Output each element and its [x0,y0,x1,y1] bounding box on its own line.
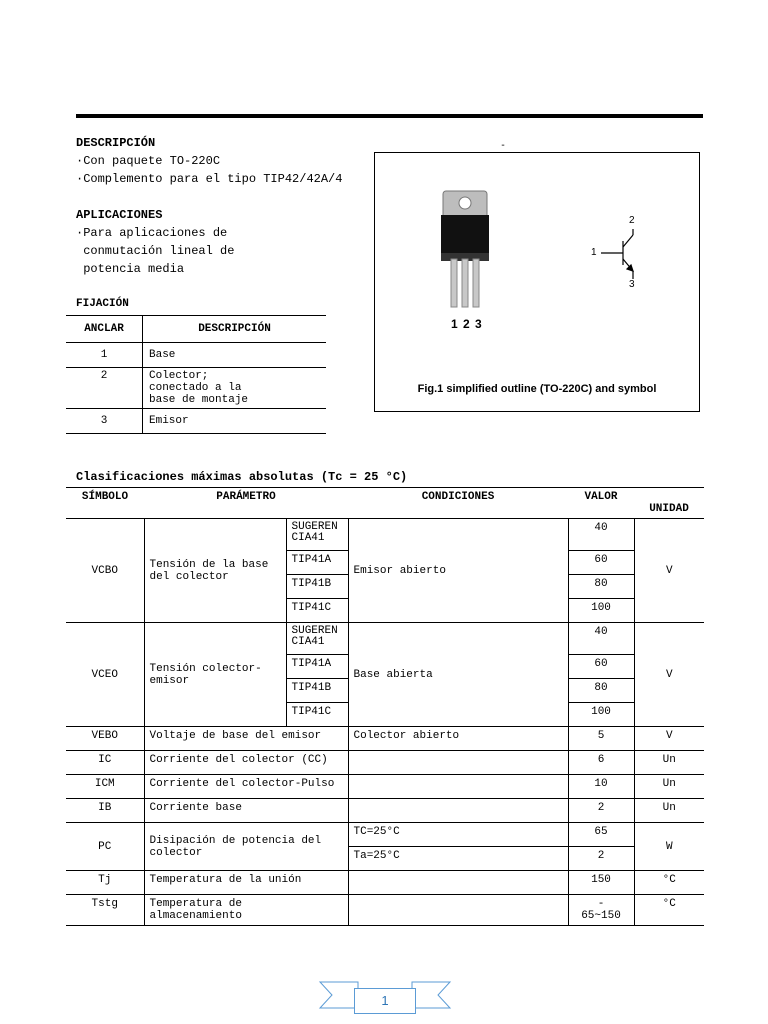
table-row [66,895,704,926]
tick-mark: - [500,140,507,151]
header-unidad: UNIDAD [634,488,704,519]
to220-package-image [375,153,699,378]
transistor-symbol [601,229,633,279]
header-condiciones: CONDICIONES [348,488,568,519]
parameter-cell: Tensión colector- emisor [144,623,286,727]
pin-table [66,315,326,434]
ratings-table [66,487,704,926]
symbol-cell: VEBO [66,727,144,751]
condition-cell: Base abierta [348,623,568,727]
unit-cell: V [634,519,704,623]
symbol-cell: PC [66,823,144,871]
figure-caption: Fig.1 simplified outline (TO-220C) and symbol [417,383,657,395]
value-cell: 2 [568,847,634,871]
parameter-cell: Tensión de la base del colector [144,519,286,623]
value-cell: 60 [568,551,634,575]
variant-cell: SUGEREN CIA41 [286,623,348,655]
table-row [66,799,704,823]
parameter-cell: Corriente base [144,799,348,823]
parameter-cell: Temperatura de la unión [144,871,348,895]
ratings-header-row [66,488,704,519]
value-cell: 65 [568,823,634,847]
pin-table-header [66,316,326,343]
pin-number: 2 [66,368,143,409]
condition-cell: Colector abierto [348,727,568,751]
variant-cell: SUGEREN CIA41 [286,519,348,551]
value-cell: 40 [568,623,634,655]
symbol-pin-2: 2 [629,215,635,226]
package-pin-labels: 1 2 3 [451,317,482,331]
symbol-cell: Tj [66,871,144,895]
descripcion-line-1: ·Con paquete TO-220C [76,154,221,168]
pin-number: 3 [66,409,143,434]
condition-cell: Ta=25°C [348,847,568,871]
value-cell: 80 [568,575,634,599]
table-row [66,623,704,655]
pin-description: Base [143,343,327,368]
table-row [66,823,704,847]
value-cell: 100 [568,703,634,727]
unit-cell: V [634,623,704,727]
table-row [66,775,704,799]
value-cell: 80 [568,679,634,703]
parameter-cell: Corriente del colector (CC) [144,751,348,775]
condition-cell [348,895,568,926]
pin-number: 1 [66,343,143,368]
aplicaciones-title: APLICACIONES [76,208,163,222]
table-row [66,343,326,368]
parameter-cell: Temperatura de almacenamiento [144,895,348,926]
value-cell: 2 [568,799,634,823]
parameter-cell: Voltaje de base del emisor [144,727,348,751]
condition-cell: Emisor abierto [348,519,568,623]
package-figure [374,152,700,412]
descripcion-title: DESCRIPCIÓN [76,136,156,150]
header-simbolo: SÍMBOLO [66,488,144,519]
value-cell: 10 [568,775,634,799]
pin-header-descripcion: DESCRIPCIÓN [143,316,327,343]
value-cell: 150 [568,871,634,895]
variant-cell: TIP41B [286,679,348,703]
table-row [66,409,326,434]
value-cell: 6 [568,751,634,775]
pin-description: Emisor [143,409,327,434]
page-number: 1 [354,988,416,1014]
table-row [66,751,704,775]
unit-cell: °C [634,895,704,926]
value-cell: 100 [568,599,634,623]
descripcion-line-2: ·Complemento para el tipo TIP42/42A/4 [76,172,343,186]
table-row [66,519,704,551]
symbol-cell: VCEO [66,623,144,727]
header-parametro: PARÁMETRO [144,488,348,519]
symbol-cell: IC [66,751,144,775]
variant-cell: TIP41B [286,575,348,599]
unit-cell: °C [634,871,704,895]
unit-cell: W [634,823,704,871]
variant-cell: TIP41A [286,551,348,575]
symbol-cell: VCBO [66,519,144,623]
value-cell: - 65~150 [568,895,634,926]
variant-cell: TIP41C [286,703,348,727]
symbol-cell: ICM [66,775,144,799]
value-cell: 40 [568,519,634,551]
fijacion-title: FIJACIÓN [76,298,129,310]
ratings-title: Clasificaciones máximas absolutas (Tc = 25 °C) [76,470,408,484]
aplicaciones-line-1: ·Para aplicaciones de [76,226,228,240]
value-cell: 60 [568,655,634,679]
variant-cell: TIP41A [286,655,348,679]
condition-cell [348,751,568,775]
unit-cell: V [634,727,704,751]
symbol-cell: Tstg [66,895,144,926]
value-cell: 5 [568,727,634,751]
aplicaciones-line-2: conmutación lineal de [76,244,235,258]
table-row [66,871,704,895]
header-valor: VALOR [568,488,634,519]
pin-description: Colector; conectado a la base de montaje [143,368,327,409]
unit-cell: Un [634,751,704,775]
symbol-cell: IB [66,799,144,823]
condition-cell [348,871,568,895]
aplicaciones-line-3: potencia media [76,262,185,276]
symbol-pin-1: 1 [591,247,597,258]
header-rule [76,114,703,118]
variant-cell: TIP41C [286,599,348,623]
pin-header-anclar: ANCLAR [66,316,143,343]
condition-cell [348,775,568,799]
table-row [66,727,704,751]
parameter-cell: Disipación de potencia del colector [144,823,348,871]
condition-cell: TC=25°C [348,823,568,847]
unit-cell: Un [634,775,704,799]
parameter-cell: Corriente del colector-Pulso [144,775,348,799]
condition-cell [348,799,568,823]
table-row [66,368,326,409]
unit-cell: Un [634,799,704,823]
symbol-pin-3: 3 [629,279,635,290]
